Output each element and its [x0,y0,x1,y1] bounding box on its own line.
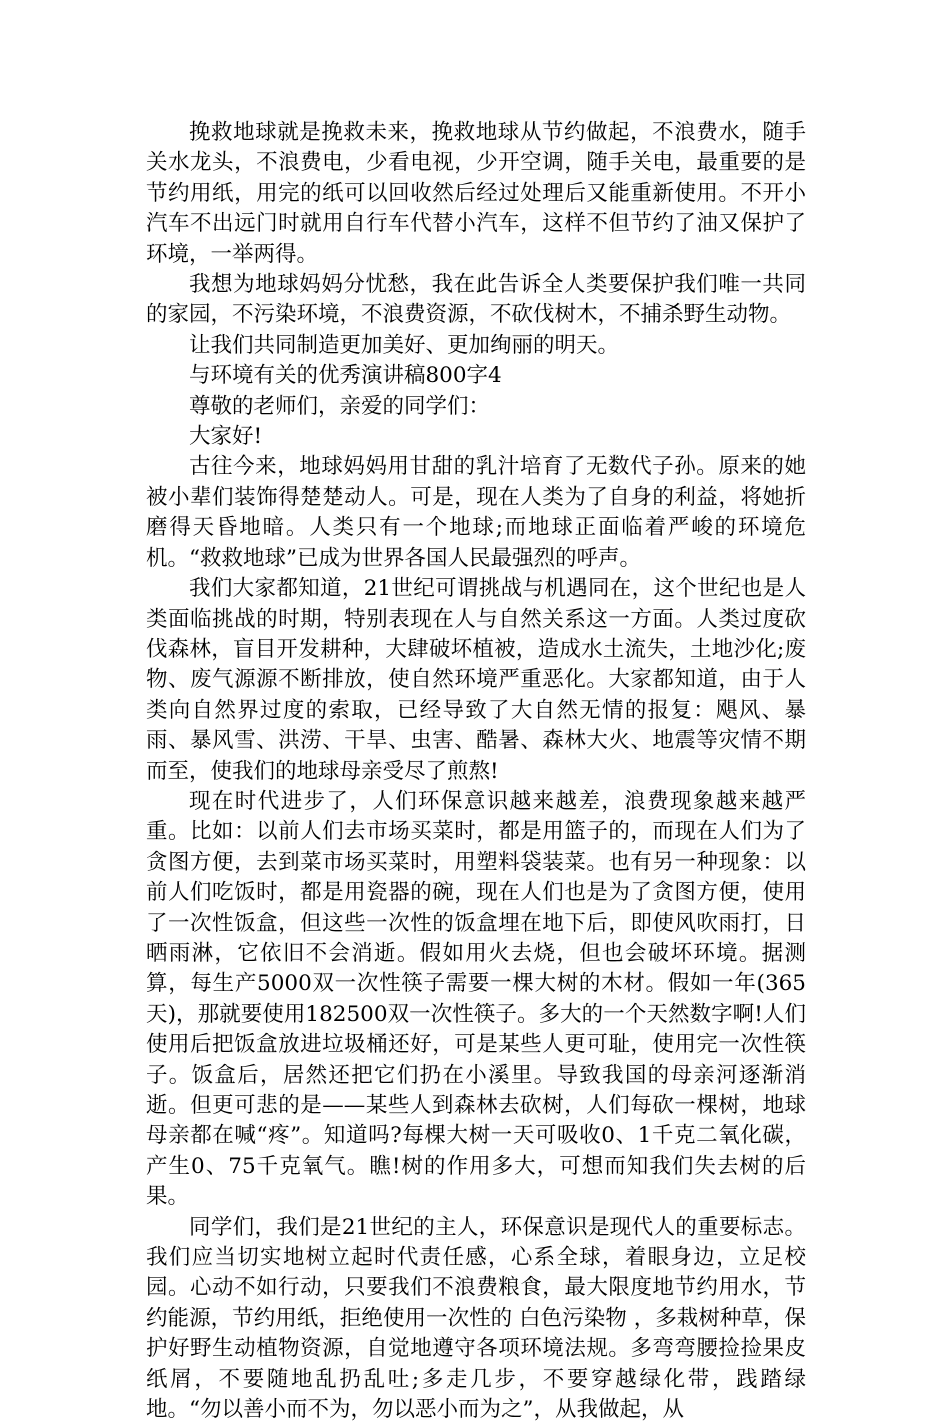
paragraph-mother-earth: 古往今来，地球妈妈用甘甜的乳汁培育了无数代子孙。原来的她被小辈们装饰得楚楚动人。可是，现在人类为了自身的利益，将她折磨得天昏地暗。人类只有一个地球;而地球正面临着严峻的环境危机。“救救地球”已成为世界各国人民最强烈的呼声。 [146,454,806,571]
paragraph-save-earth-saving: 挽救地球就是挽救未来，挽救地球从节约做起，不浪费水，随手关水龙头，不浪费电，少看电视，少开空调，随手关电，最重要的是节约用纸，用完的纸可以回收然后经过处理后又能重新使用。不开小汽车不出远门时就用自行车代替小汽车，这样不但节约了油又保护了环境，一举两得。 [146,120,806,267]
paragraph-call-to-action: 同学们，我们是21世纪的主人，环保意识是现代人的重要标志。我们应当切实地树立起时代责任感，心系全球，着眼身边，立足校园。心动不如行动，只要我们不浪费粮食，最大限度地节约用水，节约能源，节约用纸，拒绝使用一次性的 白色污染物 ，多栽树种草，保护好野生动植物资源，自觉地遵守各项环境法规。多弯弯腰捡捡果皮纸屑，不要随地乱扔乱吐;多走几步，不要穿越绿化带，践踏绿地。“勿以善小而不为，勿以恶小而为之”，从我做起，从 [146,1214,806,1423]
paragraph-21st-century-challenges: 我们大家都知道，21世纪可谓挑战与机遇同在，这个世纪也是人类面临挑战的时期，特别表现在人与自然关系这一方面。人类过度砍伐森林，盲目开发耕种，大肆破坏植被，造成水土流失，土地沙化;废物、废气源源不断排放，使自然环境严重恶化。大家都知道，由于人类向自然界过度的索取，已经导致了大自然无情的报复：飓风、暴雨、暴风雪、洪涝、干旱、虫害、酷暑、森林大火、地震等灾情不期而至，使我们的地球母亲受尽了煎熬! [146,576,806,784]
paragraph-share-worries: 我想为地球妈妈分忧愁，我在此告诉全人类要保护我们唯一共同的家园，不污染环境，不浪费资源，不砍伐树木，不捕杀野生动物。 [146,272,806,328]
paragraph-better-tomorrow: 让我们共同制造更加美好、更加绚丽的明天。 [189,332,620,358]
document-body [146,118,806,1425]
section-heading: 与环境有关的优秀演讲稿800字4 [189,363,502,389]
greeting: 大家好! [189,424,263,450]
salutation: 尊敬的老师们，亲爱的同学们： [189,393,491,419]
paragraph-waste-phenomenon: 现在时代进步了，人们环保意识越来越差，浪费现象越来越严重。比如：以前人们去市场买菜时，都是用篮子的，而现在人们为了贪图方便，去到菜市场买菜时，用塑料袋装菜。也有另一种现象：以前人们吃饭时，都是用瓷器的碗，现在人们也是为了贪图方便，使用了一次性饭盒，但这些一次性的饭盒埋在地下后，即使风吹雨打，日晒雨淋，它依旧不会消逝。假如用火去烧，但也会破坏环境。据测算，每生产5000双一次性筷子需要一棵大树的木材。假如一年(365天)，那就要使用182500双一次性筷子。多大的一个天然数字啊!人们使用后把饭盒放进垃圾桶还好，可是某些人更可耻，使用完一次性筷子。饭盒后，居然还把它们扔在小溪里。导致我国的母亲河逐渐消逝。但更可悲的是——某些人到森林去砍树，人们每砍一棵树，地球母亲都在喊“疼”。知道吗?每棵大树一天可吸收0、1千克二氧化碳，产生0、75千克氧气。瞧!树的作用多大，可想而知我们失去树的后果。 [146,788,806,1210]
